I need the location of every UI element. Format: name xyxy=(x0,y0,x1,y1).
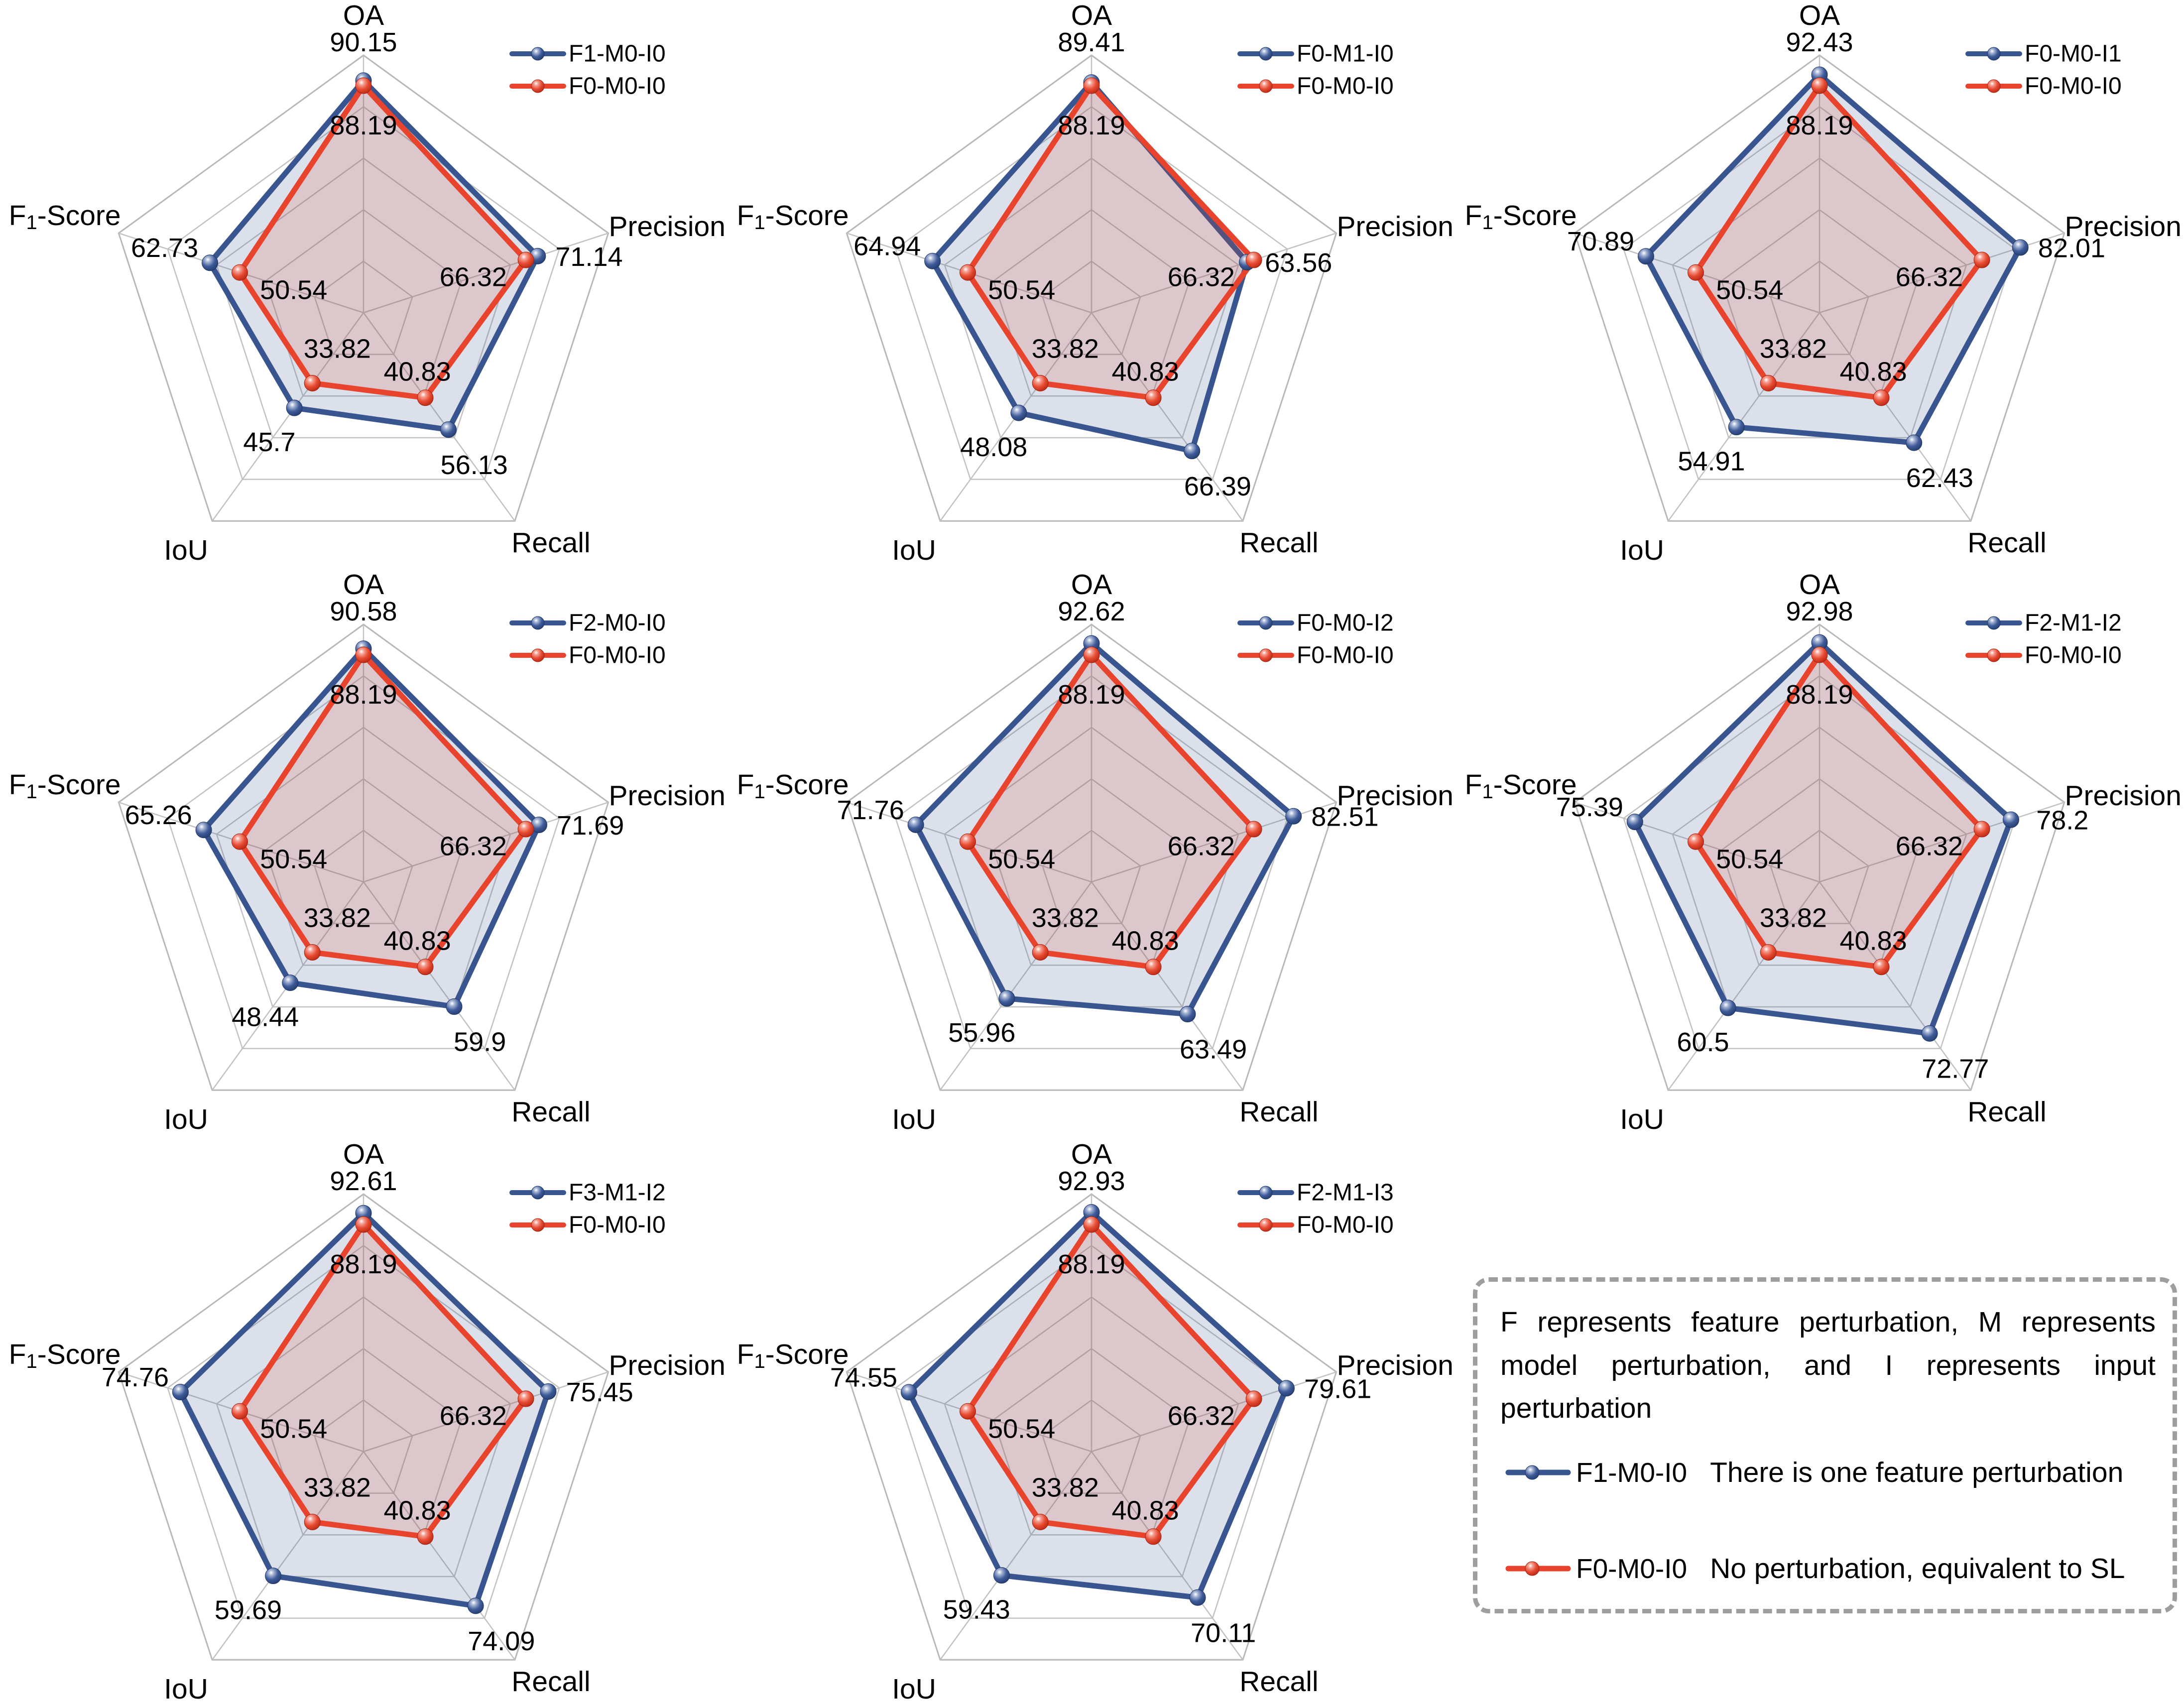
data-point-marker-blue xyxy=(908,817,924,833)
legend-label: F0-M0-I0 xyxy=(1297,73,1394,100)
data-point-marker-blue xyxy=(1922,1025,1938,1041)
data-point-marker-red xyxy=(232,1403,247,1419)
legend-label: F3-M1-I2 xyxy=(569,1179,666,1206)
axis-label: IoU xyxy=(164,1673,208,1705)
data-point-marker-red xyxy=(356,78,371,94)
chart-legend xyxy=(512,610,666,669)
value-label: 66.32 xyxy=(1167,831,1235,861)
radar-chart-cell-3 xyxy=(1456,0,2184,569)
data-point-marker-red xyxy=(417,390,433,406)
data-point-marker-blue xyxy=(999,990,1015,1006)
blue-line-marker-icon xyxy=(1505,1460,1571,1485)
legend-label: F1-M0-I0 xyxy=(569,40,666,67)
axis-label: $F_1$-Score xyxy=(8,769,121,803)
data-point-marker-blue xyxy=(286,400,302,416)
value-label: 33.82 xyxy=(303,1472,371,1503)
data-point-marker-red xyxy=(1760,375,1776,391)
legend-marker-icon xyxy=(1259,649,1272,662)
axis-label: IoU xyxy=(164,534,208,566)
data-point-marker-blue xyxy=(172,1384,188,1400)
data-point-marker-red xyxy=(1246,821,1262,837)
data-point-marker-red xyxy=(304,375,320,391)
value-label: 59.43 xyxy=(943,1594,1010,1625)
data-point-marker-blue xyxy=(196,822,212,838)
legend-label: F0-M1-I0 xyxy=(1297,40,1394,67)
legend-label: F0-M0-I2 xyxy=(1297,610,1394,636)
radar-svg-f2-m0-i0 xyxy=(0,569,728,1138)
value-label: 63.56 xyxy=(1265,247,1333,278)
legend-item-red xyxy=(1240,642,1394,669)
legend-marker-icon xyxy=(531,1219,544,1231)
axis-label: $F_1$-Score xyxy=(8,1339,121,1373)
data-point-marker-red xyxy=(1145,959,1161,975)
info-paragraph: F represents feature perturbation, M represents model perturbation, and I represents input perturbation xyxy=(1500,1306,2156,1425)
data-point-marker-blue xyxy=(468,1598,484,1614)
chart-legend xyxy=(1240,1180,1394,1238)
data-point-marker-red xyxy=(1873,390,1889,406)
axis-label: OA xyxy=(343,1138,384,1170)
data-point-marker-red xyxy=(356,647,371,663)
value-label: 71.14 xyxy=(555,242,623,272)
value-label: 88.19 xyxy=(1786,111,1853,141)
value-label: 33.82 xyxy=(1031,903,1099,933)
chart-legend xyxy=(512,1180,666,1238)
data-point-marker-red xyxy=(417,959,433,975)
legend-label: F2-M1-I2 xyxy=(2025,610,2122,636)
data-point-marker-blue xyxy=(1906,435,1922,451)
info-series-description: There is one feature perturbation xyxy=(1710,1457,2124,1488)
value-label: 88.19 xyxy=(330,1249,397,1280)
data-point-marker-red xyxy=(356,1217,371,1232)
axis-label: $F_1$-Score xyxy=(8,200,121,234)
data-point-marker-blue xyxy=(265,1568,281,1584)
legend-label: F2-M1-I3 xyxy=(1297,1179,1394,1206)
value-label: 66.32 xyxy=(1167,1401,1235,1431)
info-series-description: No perturbation, equivalent to SL xyxy=(1710,1553,2125,1585)
value-label: 59.9 xyxy=(454,1027,506,1057)
data-point-marker-red xyxy=(1812,647,1827,663)
axis-label: Recall xyxy=(511,1096,591,1128)
data-point-marker-red xyxy=(1688,834,1703,850)
data-point-marker-blue xyxy=(925,253,941,269)
info-cell xyxy=(1456,1139,2184,1708)
axis-label: $F_1$-Score xyxy=(1464,200,1577,234)
data-point-marker-blue xyxy=(1720,1000,1736,1016)
legend-item-blue xyxy=(512,41,666,67)
value-label: 60.5 xyxy=(1677,1027,1729,1058)
data-point-marker-blue xyxy=(282,975,298,991)
value-label: 88.19 xyxy=(1058,1249,1125,1280)
axis-label: OA xyxy=(343,568,384,601)
legend-marker-icon xyxy=(531,47,544,60)
legend-marker-icon xyxy=(1259,80,1272,93)
data-point-marker-blue xyxy=(1286,808,1302,824)
axis-label: OA xyxy=(1799,568,1840,601)
value-label: 50.54 xyxy=(988,844,1056,874)
radar-chart-cell-7 xyxy=(0,1139,728,1708)
legend-item-blue xyxy=(512,1180,666,1206)
legend-label: F2-M0-I0 xyxy=(569,610,666,636)
value-label: 88.19 xyxy=(1058,111,1125,141)
value-label: 48.08 xyxy=(960,432,1028,463)
value-label: 71.76 xyxy=(837,795,904,825)
legend-marker-icon xyxy=(1987,80,2000,93)
data-point-marker-red xyxy=(1974,821,1990,837)
value-label: 33.82 xyxy=(303,334,371,364)
legend-marker-icon xyxy=(1987,616,2000,629)
legend-marker-icon xyxy=(1259,1219,1272,1231)
legend-marker-icon xyxy=(531,1186,544,1199)
info-series-code: F1-M0-I0 xyxy=(1576,1457,1688,1488)
value-label: 55.96 xyxy=(948,1018,1016,1048)
data-point-marker-red xyxy=(1032,1514,1048,1530)
value-label: 33.82 xyxy=(1031,334,1099,364)
value-label: 66.32 xyxy=(1895,262,1963,292)
value-label: 92.62 xyxy=(1058,597,1125,627)
info-row-blue xyxy=(1505,1456,2123,1489)
legend-item-blue xyxy=(512,610,666,636)
value-label: 74.76 xyxy=(101,1362,169,1393)
data-point-marker-blue xyxy=(1184,443,1200,459)
data-point-marker-red xyxy=(1760,944,1776,960)
axis-label: Precision xyxy=(1336,1349,1454,1381)
axis-label: IoU xyxy=(164,1103,208,1135)
data-point-marker-red xyxy=(232,264,247,280)
radar-chart-cell-1 xyxy=(0,0,728,569)
data-point-marker-red xyxy=(304,1514,320,1530)
value-label: 88.19 xyxy=(1058,680,1125,710)
legend-item-blue xyxy=(1968,610,2122,636)
value-label: 56.13 xyxy=(440,450,508,480)
radar-chart-cell-5 xyxy=(728,569,1456,1139)
value-label: 88.19 xyxy=(330,680,397,710)
value-label: 59.69 xyxy=(214,1595,282,1625)
axis-label: $F_1$-Score xyxy=(736,200,849,234)
legend-marker-icon xyxy=(531,616,544,629)
axis-label: IoU xyxy=(892,1673,936,1705)
radar-chart-cell-4 xyxy=(0,569,728,1139)
data-point-marker-red xyxy=(1246,1391,1262,1407)
data-point-marker-blue xyxy=(1190,1589,1206,1605)
value-label: 40.83 xyxy=(1111,357,1179,387)
value-label: 64.94 xyxy=(853,231,921,261)
value-label: 92.93 xyxy=(1058,1166,1125,1197)
value-label: 92.43 xyxy=(1786,27,1853,58)
radar-chart-cell-2 xyxy=(728,0,1456,569)
legend-item-blue xyxy=(1240,41,1394,67)
data-point-marker-red xyxy=(417,1529,433,1545)
value-label: 74.09 xyxy=(468,1626,535,1656)
legend-item-red xyxy=(1240,1212,1394,1238)
data-point-marker-red xyxy=(1145,1529,1161,1545)
value-label: 66.32 xyxy=(1167,262,1235,292)
radar-svg-f3-m1-i2 xyxy=(0,1139,728,1708)
axis-label: $F_1$-Score xyxy=(1464,769,1577,803)
chart-legend xyxy=(512,41,666,100)
data-point-marker-red xyxy=(1974,252,1990,268)
data-point-marker-blue xyxy=(441,422,457,438)
axis-label: $F_1$-Score xyxy=(736,769,849,803)
data-point-marker-red xyxy=(518,1391,534,1407)
axis-label: OA xyxy=(1071,0,1112,31)
value-label: 50.54 xyxy=(260,275,328,305)
axis-label: OA xyxy=(343,0,384,31)
axis-label: IoU xyxy=(1620,534,1664,566)
data-point-marker-blue xyxy=(1638,248,1654,264)
axis-label: Recall xyxy=(511,526,591,559)
radar-svg-f1-m0-i0 xyxy=(0,0,728,569)
radar-chart-cell-8 xyxy=(728,1139,1456,1708)
value-label: 66.32 xyxy=(439,831,507,861)
data-point-marker-blue xyxy=(1180,1006,1196,1022)
radar-svg-f0-m0-i2 xyxy=(728,569,1456,1138)
axis-label: Precision xyxy=(608,1349,726,1381)
radar-svg-f2-m1-i2 xyxy=(1456,569,2184,1138)
chart-legend xyxy=(1968,41,2122,100)
value-label: 78.2 xyxy=(2036,805,2089,836)
data-point-marker-blue xyxy=(1627,814,1643,830)
info-row-red xyxy=(1505,1552,2125,1585)
legend-marker-icon xyxy=(1987,47,2000,60)
value-label: 79.61 xyxy=(1304,1374,1372,1404)
axis-label: OA xyxy=(1071,568,1112,601)
axis-label: Recall xyxy=(1967,526,2047,559)
data-point-marker-red xyxy=(232,834,247,850)
data-point-marker-red xyxy=(304,944,320,960)
value-label: 50.54 xyxy=(260,1414,328,1444)
legend-label: F0-M0-I0 xyxy=(569,642,666,669)
legend-marker-icon xyxy=(1259,616,1272,629)
legend-marker-icon xyxy=(531,80,544,93)
data-point-marker-red xyxy=(960,834,975,850)
data-point-marker-blue xyxy=(1728,419,1744,435)
data-point-marker-red xyxy=(1032,944,1048,960)
data-point-marker-blue xyxy=(2003,812,2019,828)
legend-item-blue xyxy=(1968,41,2122,67)
value-label: 62.73 xyxy=(131,233,199,263)
axis-label: Precision xyxy=(608,779,726,812)
value-label: 33.82 xyxy=(303,903,371,933)
value-label: 74.55 xyxy=(830,1362,898,1393)
legend-label: F0-M0-I0 xyxy=(2025,73,2122,100)
axis-label: IoU xyxy=(1620,1103,1664,1135)
axis-label: Precision xyxy=(1336,779,1454,812)
value-label: 50.54 xyxy=(1716,844,1784,874)
legend-label: F0-M0-I0 xyxy=(1297,642,1394,669)
legend-marker-icon xyxy=(1987,649,2000,662)
data-point-marker-blue xyxy=(2012,240,2028,255)
data-point-marker-red xyxy=(1032,375,1048,391)
legend-item-red xyxy=(1240,73,1394,100)
value-label: 90.58 xyxy=(330,597,397,627)
legend-label: F0-M0-I0 xyxy=(1297,1212,1394,1238)
legend-item-red xyxy=(1968,73,2122,100)
data-point-marker-red xyxy=(1084,78,1099,94)
data-point-marker-red xyxy=(518,252,534,268)
axis-label: Recall xyxy=(511,1665,591,1698)
legend-item-red xyxy=(1968,642,2122,669)
data-point-marker-blue xyxy=(202,255,218,271)
value-label: 92.61 xyxy=(330,1166,397,1197)
value-label: 66.32 xyxy=(439,262,507,292)
axis-label: IoU xyxy=(892,1103,936,1135)
value-label: 70.11 xyxy=(1191,1618,1256,1648)
legend-marker-icon xyxy=(1259,47,1272,60)
data-point-marker-red xyxy=(1688,264,1703,280)
axis-label: OA xyxy=(1799,0,1840,31)
data-point-marker-blue xyxy=(540,1383,556,1399)
value-label: 90.15 xyxy=(330,27,397,58)
data-point-marker-blue xyxy=(1011,405,1027,421)
data-point-marker-red xyxy=(1812,78,1827,94)
legend-item-red xyxy=(512,73,666,100)
data-point-marker-blue xyxy=(901,1384,917,1400)
axis-label: Precision xyxy=(608,210,726,243)
axis-label: Recall xyxy=(1239,1096,1319,1128)
red-line-marker-icon xyxy=(1505,1556,1571,1582)
value-label: 89.41 xyxy=(1058,27,1125,58)
data-point-marker-blue xyxy=(1278,1380,1294,1396)
value-label: 75.39 xyxy=(1556,792,1623,822)
value-label: 40.83 xyxy=(1111,926,1179,956)
data-point-marker-red xyxy=(1145,390,1161,406)
value-label: 40.83 xyxy=(1839,357,1907,387)
radar-svg-f2-m1-i3 xyxy=(728,1139,1456,1708)
value-label: 40.83 xyxy=(1111,1495,1179,1526)
value-label: 72.77 xyxy=(1922,1054,1989,1084)
value-label: 48.44 xyxy=(232,1002,299,1032)
value-label: 88.19 xyxy=(1786,680,1853,710)
legend-item-red xyxy=(512,1212,666,1238)
data-point-marker-red xyxy=(960,264,975,280)
value-label: 45.7 xyxy=(243,427,296,458)
value-label: 50.54 xyxy=(1716,275,1784,305)
legend-marker-icon xyxy=(1259,1186,1272,1199)
value-label: 82.51 xyxy=(1311,802,1379,832)
legend-marker-icon xyxy=(531,649,544,662)
value-label: 82.01 xyxy=(2038,233,2106,263)
data-point-marker-blue xyxy=(446,999,462,1015)
value-label: 40.83 xyxy=(1839,926,1907,956)
axis-label: Precision xyxy=(1336,210,1454,243)
value-label: 65.26 xyxy=(124,800,192,831)
legend-label: F0-M0-I0 xyxy=(569,73,666,100)
value-label: 71.69 xyxy=(557,810,624,841)
legend-label: F0-M0-I0 xyxy=(569,1212,666,1238)
value-label: 66.32 xyxy=(1895,831,1963,861)
value-label: 63.49 xyxy=(1180,1034,1247,1065)
value-label: 40.83 xyxy=(383,357,451,387)
value-label: 66.39 xyxy=(1184,471,1251,501)
radar-svg-f0-m1-i0 xyxy=(728,0,1456,569)
axis-label: Recall xyxy=(1967,1096,2047,1128)
chart-legend xyxy=(1240,610,1394,669)
axis-label: Recall xyxy=(1239,1665,1319,1698)
data-point-marker-red xyxy=(1084,1217,1099,1232)
data-point-marker-red xyxy=(1246,252,1262,268)
value-label: 50.54 xyxy=(988,275,1056,305)
info-series-code: F0-M0-I0 xyxy=(1576,1553,1688,1584)
data-point-marker-red xyxy=(960,1403,975,1419)
data-point-marker-red xyxy=(518,821,534,837)
axis-label: $F_1$-Score xyxy=(736,1339,849,1373)
legend-label: F0-M0-I1 xyxy=(2025,40,2122,67)
value-label: 62.43 xyxy=(1906,463,1973,493)
value-label: 50.54 xyxy=(260,844,328,874)
value-label: 40.83 xyxy=(383,926,451,956)
value-label: 33.82 xyxy=(1759,334,1827,364)
value-label: 33.82 xyxy=(1031,1472,1099,1503)
legend-item-red xyxy=(512,642,666,669)
radar-svg-f0-m0-i1 xyxy=(1456,0,2184,569)
legend-label: F0-M0-I0 xyxy=(2025,642,2122,669)
value-label: 50.54 xyxy=(988,1414,1056,1444)
value-label: 92.98 xyxy=(1786,597,1853,627)
value-label: 54.91 xyxy=(1678,446,1745,477)
axis-label: Recall xyxy=(1239,526,1319,559)
value-label: 75.45 xyxy=(566,1377,633,1407)
radar-chart-cell-6 xyxy=(1456,569,2184,1139)
axis-label: Precision xyxy=(2064,779,2182,812)
data-point-marker-red xyxy=(1084,647,1099,663)
axis-label: Precision xyxy=(2064,210,2182,243)
value-label: 88.19 xyxy=(330,111,397,141)
value-label: 66.32 xyxy=(439,1401,507,1431)
data-point-marker-blue xyxy=(993,1568,1009,1584)
value-label: 33.82 xyxy=(1759,903,1827,933)
axis-label: OA xyxy=(1071,1138,1112,1170)
data-point-marker-red xyxy=(1873,959,1889,975)
value-label: 70.89 xyxy=(1567,227,1635,257)
legend-item-blue xyxy=(1240,1180,1394,1206)
chart-legend xyxy=(1240,41,1394,100)
legend-item-blue xyxy=(1240,610,1394,636)
chart-legend xyxy=(1968,610,2122,669)
value-label: 40.83 xyxy=(383,1495,451,1526)
legend-info-box xyxy=(1473,1277,2177,1613)
axis-label: IoU xyxy=(892,534,936,566)
